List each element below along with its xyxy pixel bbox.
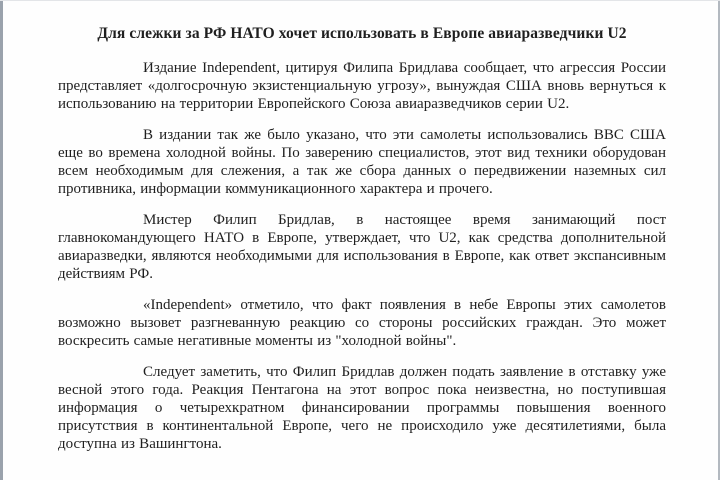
page-left-edge-line [0,1,3,480]
paragraph-1: Издание Independent, цитируя Филипа Бридлава сообщает, что агрессия России представляет «долгосрочную экзистенциальную угрозу», вынуждая США вновь вернуться к использованию на территории Европейского Союза авиаразведчиков серии U2. [58,60,666,112]
document-content [58,24,666,453]
paragraph-3: Мистер Филип Бридлав, в настоящее время занимающий пост главнокомандующего НАТО в Европе, утверждает, что U2, как средства дополнительной авиаразведки, являются необходимыми для использования в Европе, как ответ экспансивным действиям РФ. [58,212,666,282]
paragraph-4: «Independent» отметило, что факт появления в небе Европы этих самолетов возможно вызовет разгневанную реакцию со стороны российских граждан. Это может воскресить самые негативные моменты из "холодной войны". [58,297,666,349]
paragraph-2: В издании так же было указано, что эти самолеты использовались ВВС США еще во времена холодной войны. По заверению специалистов, этот вид техники оборудован всем необходимым для слежения, а так же сбора данных о передвижении наземных сил противника, информации коммуникационного характера и прочего. [58,127,666,197]
document-title: Для слежки за РФ НАТО хочет использовать в Европе авиаразведчики U2 [97,25,627,42]
paragraph-5: Следует заметить, что Филип Бридлав должен подать заявление в отставку уже весной этого года. Реакция Пентагона на этот вопрос пока неизвестна, но поступившая информация о четырехкратном финансировании программы повышения военного присутствия в континентальной Европе, чего не происходило уже десятилетиями, была доступна из Вашингтона. [58,364,666,452]
